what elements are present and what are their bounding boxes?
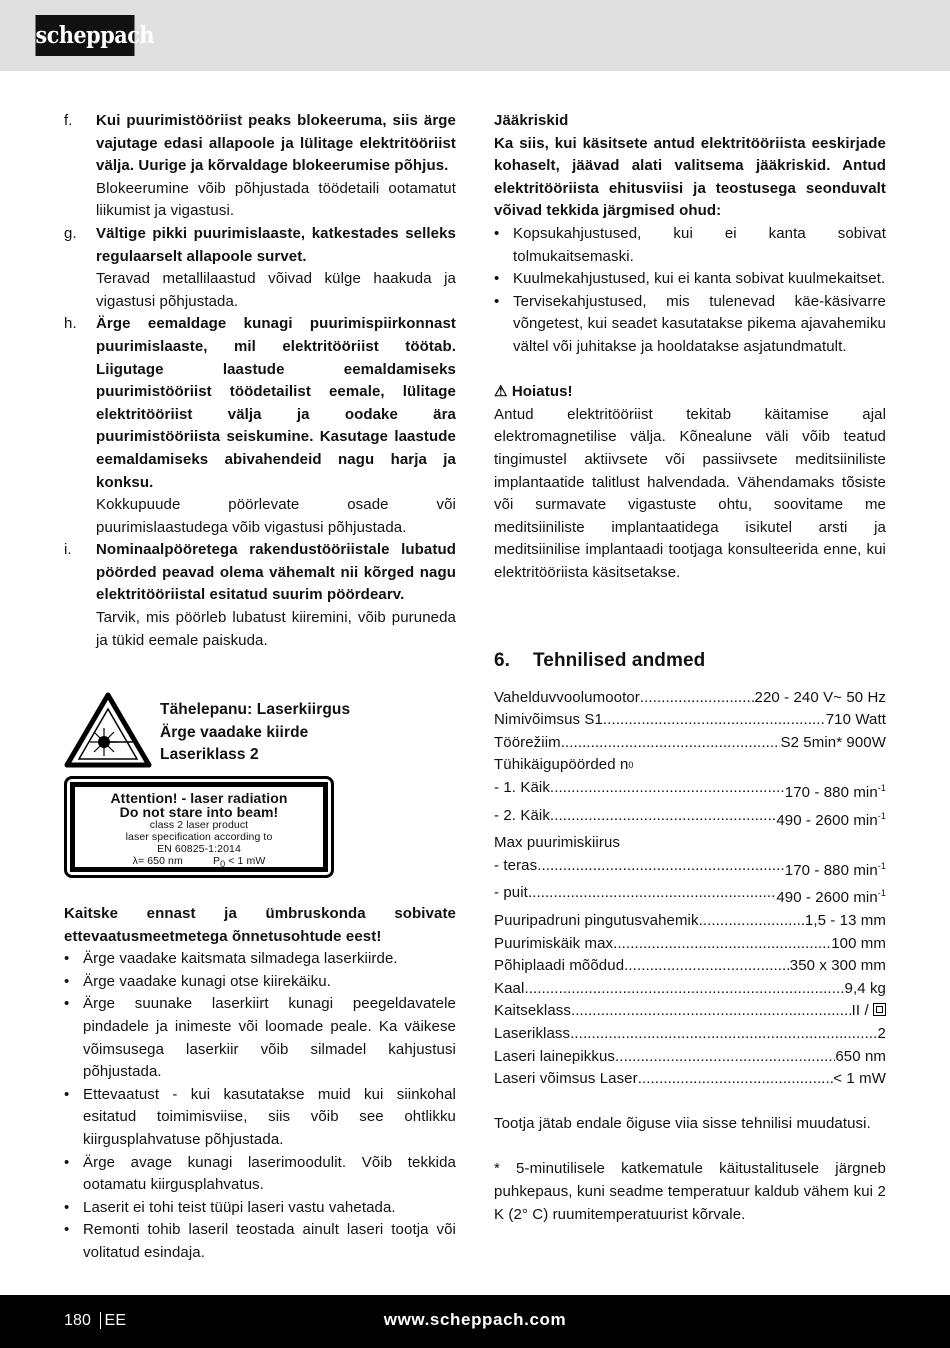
spec-superscript: -1	[877, 782, 886, 793]
spec-value-text: 1,5 - 13 mm	[804, 911, 886, 929]
spec-value	[755, 687, 886, 710]
spec-row	[494, 687, 886, 710]
bullet-icon: •	[494, 224, 500, 242]
spec-value	[785, 855, 886, 883]
bullet-icon: •	[494, 292, 500, 310]
bullet-item	[64, 1219, 456, 1264]
spec-value	[831, 933, 886, 956]
website-link[interactable]: www.scheppach.com	[383, 1310, 567, 1329]
bullet-icon: •	[64, 1221, 70, 1239]
spec-value-text: 490 - 2600 min	[776, 811, 878, 829]
spec-value-text: 490 - 2600 min	[776, 889, 878, 907]
double-insulation-icon	[873, 1003, 886, 1016]
spec-leader-dots	[603, 709, 826, 732]
bullet-icon: •	[64, 995, 70, 1013]
spec-row	[494, 855, 886, 883]
spec-value	[805, 910, 886, 933]
warning-text: Antud elektritööriist tekitab käitamise ajal elektromagnetilise välja. Kõnealune väli võib teatud tingimustel aktiivsete või passiivsete meditsiiniliste implantaatide talitlust halvendada. Vähendamaks tõsiste või surmavate vigastuste ohtu, soovitame me meditsiiniliste implantaatidega isikutel arsti ja meditsiinilise implantaadi tootjaga konsulteerida enne, kui elektritööriista käsitsetakse.	[494, 405, 886, 581]
note-footnote: * 5-minutilisele katkematule käitustalitusele järgneb puhkepaus, kuni seadme temperatuur kaldub vähem kui 2 K (2° C) ruumitemperatuurist kõrvale.	[494, 1160, 886, 1223]
spec-value-text: 170 - 880 min	[784, 861, 878, 879]
residual-risk-intro: Ka siis, kui käsitsete antud elektritööriista eeskirjade kohaselt, jäävad alati valitsema jääkriskid. Antud elektritööriista ehitusviisi ja teostusega seonduvalt võivad tekkida järgmised ohud:	[494, 134, 886, 220]
bullet-text: Remonti tohib laseril teostada ainult laseri tootja või volitatud esindaja.	[83, 1221, 456, 1261]
spec-label: Puurimiskäik max	[494, 934, 614, 952]
section-number: 6.	[494, 650, 511, 671]
spec-row	[494, 805, 886, 833]
spec-label: - puit	[494, 884, 528, 902]
item-content	[96, 110, 456, 223]
spec-leader-dots	[550, 777, 785, 805]
spec-leader-dots	[524, 978, 844, 1001]
spec-row	[494, 1046, 886, 1069]
laser-label	[64, 776, 334, 878]
power-symbol: P	[213, 855, 221, 867]
spec-value	[776, 805, 886, 833]
bullet-item	[64, 1197, 456, 1220]
spec-leader-dots	[624, 955, 790, 978]
wavelength: λ= 650 nm	[132, 855, 183, 867]
laser-warning-text	[160, 699, 350, 767]
item-marker: i.	[64, 541, 72, 559]
laser-warning-line: Ärge vaadake kiirde	[160, 723, 309, 741]
warning-triangle-icon: ⚠	[494, 383, 508, 401]
item-text: Blokeerumine võib põhjustada töödetaili ootamatut liikumist ja vigastusi.	[96, 179, 456, 220]
spec-leader-dots	[615, 1046, 835, 1069]
laser-warning-triangle-icon	[64, 692, 152, 768]
item-content	[96, 539, 456, 652]
spec-label: - 1. Käik	[494, 778, 550, 796]
laser-label-line: Do not stare into beam!	[119, 804, 279, 820]
spec-value-text: < 1 mW	[833, 1070, 886, 1088]
bullet-text: Ärge vaadake kaitsmata silmadega laserkiirde.	[83, 950, 398, 968]
spec-value-text: II /	[851, 1002, 873, 1020]
bullet-item	[64, 971, 456, 994]
page-footer	[0, 1295, 950, 1348]
item-marker: g.	[64, 224, 77, 242]
spec-leader-dots	[638, 1068, 834, 1091]
item-bold-text: Ärge eemaldage kunagi puurimispiirkonnast puurimislaaste, mil elektritööriist töötab. Liigutage laastude eemaldamiseks puurimistööriist töödetailist eemale, lülitage elektritööriist välja ja oodake ära puurimistööriista seiskumine. Kasutage laastude eemaldamiseks abivahendeid nagu harja ja konksu.	[96, 315, 456, 491]
spec-leader-dots	[571, 1000, 852, 1023]
spec-leader-dots	[537, 855, 785, 883]
list-item	[64, 110, 456, 223]
spec-row	[494, 1023, 886, 1046]
language-code: EE	[104, 1312, 127, 1329]
spec-value	[826, 709, 886, 732]
spec-label: Vahelduvvoolumootor	[494, 688, 640, 706]
bullet-text: Ärge suunake laserkiirt kunagi peegeldavatele pindadele ja inimeste või loomade peale. Ka väikese võimsusega laserkiir võib silmadel kahjustusi põhjustada.	[83, 995, 456, 1081]
power-value: < 1 mW	[228, 855, 266, 867]
spec-label: Kaal	[494, 979, 525, 997]
spec-value	[852, 1000, 886, 1023]
bullet-icon: •	[64, 1085, 70, 1103]
spec-label: Laseriklass	[494, 1024, 571, 1042]
section-title: Tehnilised andmed	[533, 650, 706, 671]
spec-value-text: S2 5min* 900W	[780, 733, 886, 751]
spec-superscript: -1	[877, 860, 886, 871]
left-column	[64, 110, 456, 652]
spec-label: Laseri võimsus Laser	[494, 1070, 638, 1088]
spec-label: Nimivõimsus S1	[494, 711, 603, 729]
spec-leader-dots	[550, 805, 776, 833]
spec-subscript: 0	[628, 760, 634, 771]
laser-warning-line: Tähelepanu: Laserkiirgus	[160, 701, 351, 718]
spec-value	[776, 882, 886, 910]
scheppach-logo: scheppach	[36, 15, 135, 56]
spec-value	[833, 1068, 886, 1091]
spec-label: Max puurimiskiirus	[494, 834, 620, 852]
bullet-text: Ärge vaadake kunagi otse kiirekäiku.	[83, 972, 331, 990]
spec-row	[494, 910, 886, 933]
spec-label: Laseri lainepikkus	[494, 1047, 616, 1065]
warning-title	[494, 381, 886, 404]
spec-leader-dots	[640, 687, 755, 710]
bullet-text: Tervisekahjustused, mis tulenevad käe-käsivarre võngetest, kui seadet kasutatakse pikema ajavahemiku vältel või juhitakse ja hooldatakse asjatundmatult.	[513, 292, 886, 355]
spec-value-text: 220 - 240 V~ 50 Hz	[754, 688, 886, 706]
laser-warning-line: Laseriklass 2	[160, 746, 259, 764]
spec-value	[790, 955, 886, 978]
spec-value-text: 100 mm	[831, 934, 886, 952]
bullet-item	[64, 948, 456, 971]
laser-label-line: Attention! - laser radiation	[110, 790, 288, 806]
laser-label-line: class 2 laser product	[149, 819, 249, 831]
item-marker: h.	[64, 315, 77, 333]
item-bold-text: Kui puurimistööriist peaks blokeeruma, siis ärge vajutage edasi allapoole ja lülitage elektritööriist välja. Uurige ja kõrvaldage blokeerumise põhjus.	[96, 112, 456, 175]
bullet-icon: •	[64, 972, 70, 990]
bullet-icon: •	[64, 950, 70, 968]
spec-value	[878, 1023, 886, 1046]
spec-value	[845, 978, 886, 1001]
spec-label: - 2. Käik	[494, 806, 550, 824]
bullet-icon: •	[64, 1198, 70, 1216]
list-item	[64, 223, 456, 313]
bullet-icon: •	[494, 270, 500, 288]
spec-label: - teras	[494, 856, 538, 874]
laser-label-line: EN 60825-1:2014	[157, 843, 241, 855]
bullet-text: Kuulmekahjustused, kui ei kanta sobivat kuulmekaitset.	[513, 270, 886, 288]
laser-label-line: laser specification according to	[125, 831, 273, 843]
warning-title-text: Hoiatus!	[511, 383, 573, 401]
bullet-item	[494, 223, 886, 268]
bullet-text: Ettevaatust - kui kasutatakse muid kui siinkohal esitatud toimimisviise, siis võib see ohtlikku kiirgusplahvatuse põhjustada.	[83, 1085, 456, 1148]
page-number-value: 180	[64, 1312, 91, 1329]
protection-section	[64, 903, 456, 1265]
spec-value	[780, 732, 886, 755]
spec-leader-dots	[570, 1023, 877, 1046]
spec-row	[494, 1068, 886, 1091]
item-content	[96, 313, 456, 539]
spec-leader-dots	[561, 732, 781, 755]
bullet-text: Kopsukahjustused, kui ei kanta sobivat tolmukaitsemaski.	[513, 224, 886, 265]
spec-value-text: 710 Watt	[825, 711, 886, 729]
protection-heading: Kaitske ennast ja ümbruskonda sobivate ettevaatusmeetmetega õnnetusohtude eest!	[64, 905, 456, 945]
section-heading	[494, 650, 886, 673]
bullet-item	[64, 1152, 456, 1197]
spec-row	[494, 882, 886, 910]
item-marker: f.	[64, 112, 73, 129]
bullet-item	[494, 291, 886, 359]
tech-data-section	[494, 650, 886, 1226]
item-text: Kokkupuude pöörlevate osade või puurimislaastudega võib vigastusi põhjustada.	[96, 496, 456, 536]
note-changes: Tootja jätab endale õiguse viia sisse tehnilisi muudatusi.	[494, 1115, 871, 1133]
item-text: Teravad metallilaastud võivad külge haakuda ja vigastusi põhjustada.	[96, 270, 456, 310]
bullet-item	[64, 1084, 456, 1152]
spec-label: Töörežiim	[494, 733, 561, 751]
spec-superscript: -1	[877, 810, 886, 821]
right-column	[494, 110, 886, 584]
spec-row	[494, 933, 886, 956]
bullet-item	[64, 993, 456, 1083]
laser-label-line	[75, 855, 323, 870]
residual-risk-title: Jääkriskid	[494, 112, 569, 129]
item-text: Tarvik, mis pöörleb lubatust kiiremini, võib puruneda ja tükid eemale paiskuda.	[96, 609, 456, 649]
spec-value	[785, 777, 886, 805]
spec-value-text: 2	[877, 1024, 886, 1042]
bullet-text: Laserit ei tohi teist tüüpi laseri vastu vahetada.	[83, 1198, 396, 1216]
item-bold-text: Vältige pikki puurimislaaste, katkestades selleks regulaarselt allapoole survet.	[96, 224, 456, 265]
spec-leader-dots	[528, 882, 776, 910]
spec-label: Tühikäigupöörded n	[494, 756, 629, 774]
spec-value-text: 9,4 kg	[844, 979, 886, 997]
spec-leader-dots	[699, 910, 805, 933]
spec-row	[494, 955, 886, 978]
item-bold-text: Nominaalpööretega rakendustööriistale lubatud pöörded peavad olema vähemalt nii kõrged nagu elektritööriistal esitatud suurim pöördearv.	[96, 541, 456, 604]
spec-row	[494, 832, 886, 855]
spec-leader-dots	[613, 933, 831, 956]
spec-row	[494, 754, 886, 777]
spec-row	[494, 709, 886, 732]
spec-row	[494, 1000, 886, 1023]
power-subscript: 0	[220, 859, 226, 870]
spec-value-text: 650 nm	[835, 1047, 886, 1065]
page-header	[0, 0, 950, 71]
spec-value	[835, 1046, 886, 1069]
spec-value-text: 350 x 300 mm	[789, 957, 886, 975]
spec-label: Puuripadruni pingutusvahemik	[494, 911, 699, 929]
spec-row	[494, 978, 886, 1001]
spec-superscript: -1	[877, 888, 886, 899]
spec-row	[494, 732, 886, 755]
bullet-icon: •	[64, 1153, 70, 1171]
spec-label: Kaitseklass	[494, 1002, 571, 1020]
bullet-item	[494, 268, 886, 291]
item-content	[96, 223, 456, 313]
list-item	[64, 539, 456, 652]
spec-label: Põhiplaadi mõõdud	[494, 957, 625, 975]
bullet-text: Ärge avage kunagi laserimoodulit. Võib tekkida ootamatu kiirgusplahvatus.	[83, 1153, 456, 1194]
spec-value-text: 170 - 880 min	[784, 783, 878, 801]
list-item	[64, 313, 456, 539]
spec-row	[494, 777, 886, 805]
